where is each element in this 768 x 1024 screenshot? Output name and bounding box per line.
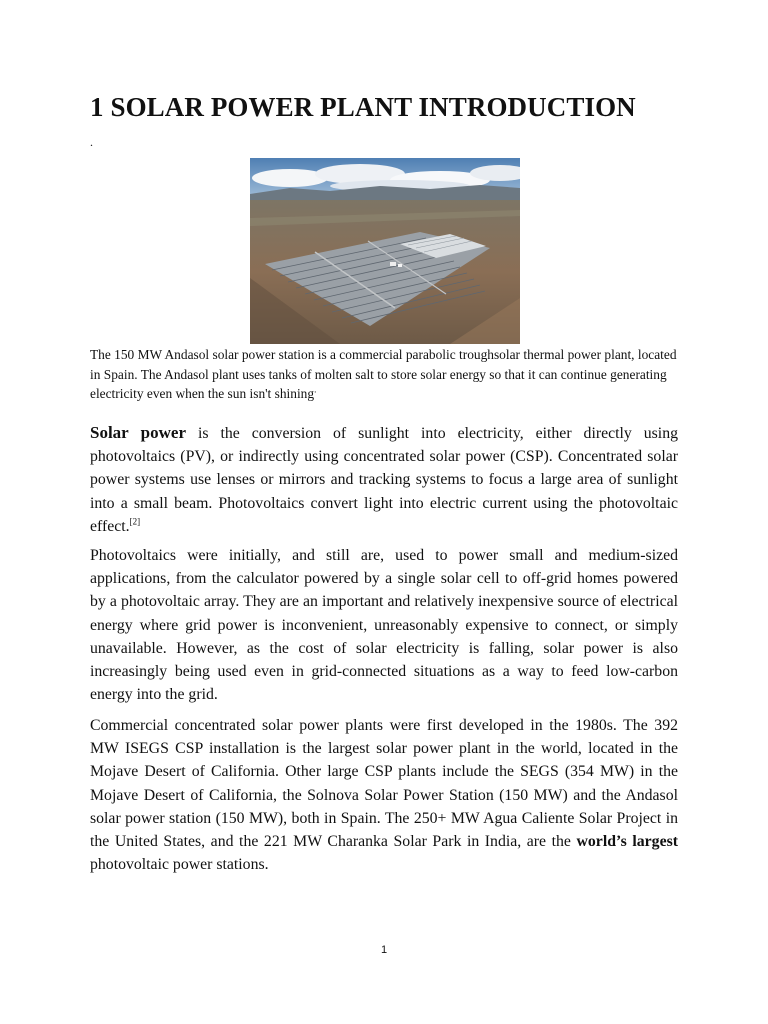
paragraph-text: is the conversion of sunlight into electricity, either directly using photovoltaics (PV), or indirectly using concentrated solar power (CSP). Concentrated solar power systems use lenses or mirrors and tracking systems to focus a large area of sunlight into a small beam. Photovoltaics convert light into electric current using the photovoltaic effect.	[90, 425, 678, 535]
page-title: 1 SOLAR POWER PLANT INTRODUCTION	[90, 92, 636, 122]
paragraph-solar-power	[90, 421, 678, 538]
caption-text: The 150 MW Andasol solar power station is a commercial parabolic troughsolar thermal power plant, located in Spain. The Andasol plant uses tanks of molten salt to store solar energy so that it can continue generating electricity even when the sun isn't shining	[90, 347, 677, 401]
solar-plant-aerial-photo-icon	[250, 158, 520, 344]
paragraph-photovoltaics: Photovoltaics were initially, and still are, used to power small and medium-sized applications, from the calculator powered by a single solar cell to off-grid homes powered by a photovoltaic array. They are an important and relatively inexpensive source of electrical energy where grid power is inconvenient, unreasonably expensive to connect, or simply unavailable. However, as the cost of solar electricity is falling, solar power is also increasingly being used even in grid-connected situations as a way to feed low-carbon energy into the grid.	[90, 547, 678, 704]
caption-trailing-dot: .	[314, 384, 317, 395]
reference-marker[interactable]: [2]	[129, 516, 141, 527]
lead-term: Solar power	[90, 423, 187, 442]
stray-dot: .	[90, 135, 93, 149]
page-number: 1	[380, 944, 388, 956]
paragraph-text-a: Commercial concentrated solar power plants were first developed in the 1980s. The 392 MW ISEGS CSP installation is the largest solar power plant in the world, located in the Mojave Desert of California. Other large CSP plants include the SEGS (354 MW) in the Mojave Desert of California, the Solnova Solar Power Station (150 MW) and the Andasol solar power station (150 MW), both in Spain. The 250+ MW Agua Caliente Solar Project in the United States, and the 221 MW Charanka Solar Park in India, are the	[90, 717, 678, 851]
bold-phrase: world’s largest	[576, 833, 678, 851]
paragraph-text-b: photovoltaic power stations.	[90, 856, 269, 874]
paragraph-commercial-csp	[90, 714, 678, 876]
photo-caption	[90, 345, 680, 404]
